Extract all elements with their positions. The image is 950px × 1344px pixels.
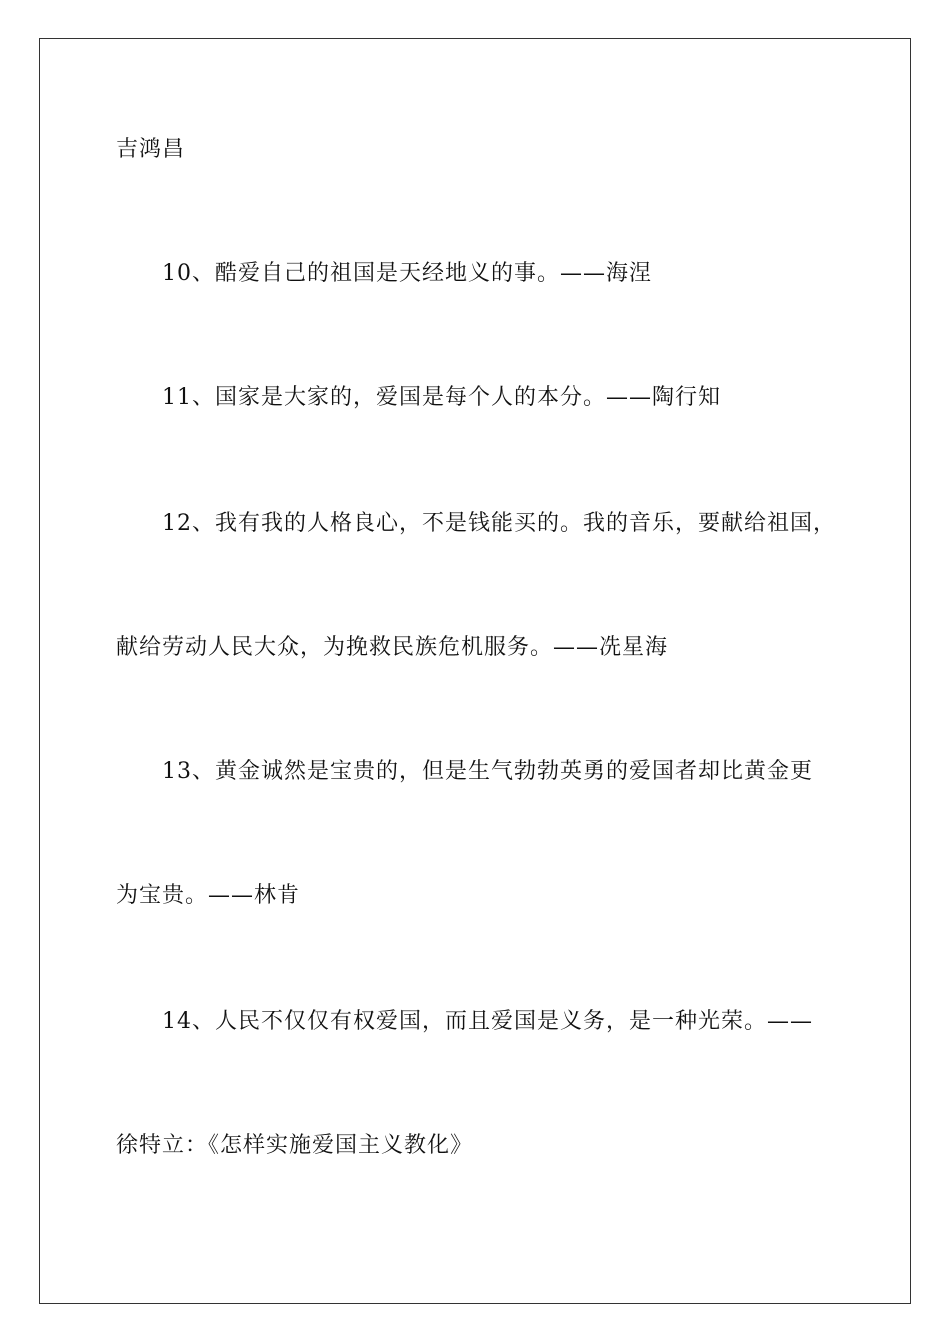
quote-10: 10、酷爱自己的祖国是天经地义的事。——海涅 [162, 261, 652, 286]
text-line-attribution-jihongchang: 吉鸿昌 [116, 137, 186, 162]
quote-13-line-2: 为宝贵。——林肯 [116, 883, 301, 908]
quote-14-line-1: 14、人民不仅仅有权爱国，而且爱国是义务，是一种光荣。—— [162, 1009, 813, 1034]
quote-13-line-1: 13、黄金诚然是宝贵的，但是生气勃勃英勇的爱国者却比黄金更 [162, 759, 813, 784]
quote-14-line-2: 徐特立：《怎样实施爱国主义教化》 [116, 1133, 474, 1158]
quote-11: 11、国家是大家的，爱国是每个人的本分。——陶行知 [162, 385, 721, 410]
quote-12-line-1: 12、我有我的人格良心，不是钱能买的。我的音乐，要献给祖国， [162, 511, 836, 536]
page-border [39, 38, 911, 1304]
quote-12-line-2: 献给劳动人民大众，为挽救民族危机服务。——冼星海 [116, 635, 669, 660]
